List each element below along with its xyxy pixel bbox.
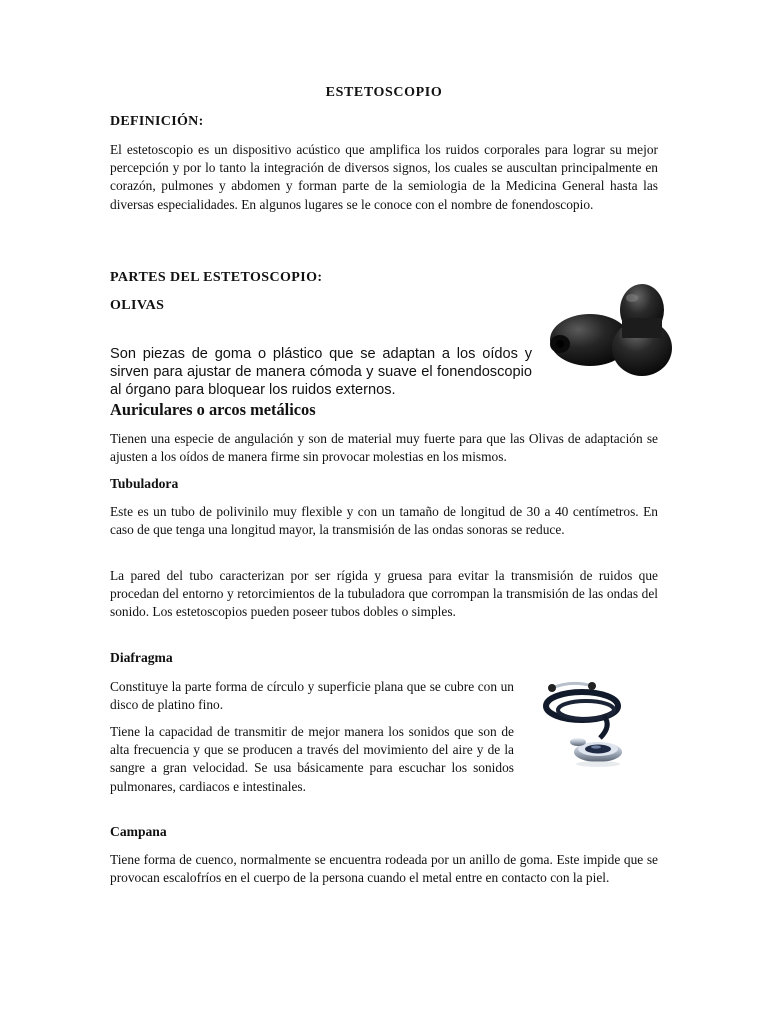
tubuladora-heading: Tubuladora [110,476,179,491]
tubuladora-paragraph-1: Este es un tubo de polivinilo muy flexible y con un tamaño de longitud de 30 a 40 centímetros. En caso de que tenga una longitud mayor, la transmisión de las ondas sonoras se reduce. [110,504,658,538]
definicion-paragraph: El estetoscopio es un dispositivo acústico que amplifica los ruidos corporales para lograr su mejor percepción y por lo tanto la integración de diversos signos, los cuales se auscultan principalmente en corazón, pulmones y abdomen y forman parte de la semiologia de la Medicina General hasta las diversas especialidades. En algunos lugares se le conoce con el nombre de fonendoscopio. [110,142,658,212]
auriculares-heading: Auriculares o arcos metálicos [110,400,316,419]
stethoscope-image [542,680,632,772]
partes-heading: PARTES DEL ESTETOSCOPIO: [110,270,323,285]
campana-heading: Campana [110,824,167,839]
tubuladora-paragraph-2: La pared del tubo caracterizan por ser rígida y gruesa para evitar la transmisión de ruidos que procedan del entorno y retorcimientos de la tubuladora que corrompan la transmisión de las ondas del sonido. Los estetoscopios pueden poseer tubos dobles o simples. [110,568,658,620]
diafragma-paragraph-1: Constituye la parte forma de círculo y superficie plana que se cubre con un disco de platino fino. [110,679,514,713]
diafragma-heading: Diafragma [110,650,173,665]
olivas-paragraph: Son piezas de goma o plástico que se adaptan a los oídos y sirven para ajustar de manera cómoda y suave el fonendoscopio al órgano para bloquear los ruidos externos. [110,345,532,398]
olivas-heading: OLIVAS [110,298,165,313]
document-title: ESTETOSCOPIO [325,85,443,100]
ear-tips-image [546,282,674,380]
diafragma-paragraph-2: Tiene la capacidad de transmitir de mejor manera los sonidos que son de alta frecuencia y que se producen a través del movimiento del aire y de la sangre a gran velocidad. Se usa básicamente para escuchar los sonidos pulmonares, cardiacos e intestinales. [110,724,514,794]
campana-paragraph: Tiene forma de cuenco, normalmente se encuentra rodeada por un anillo de goma. Este impide que se provocan escalofríos en el cuerpo de la persona cuando el metal entre en contacto con la piel. [110,852,658,886]
definicion-heading: DEFINICIÓN: [110,114,204,129]
auriculares-paragraph: Tienen una especie de angulación y son de material muy fuerte para que las Olivas de adaptación se ajusten a los oídos de manera firme sin provocar molestias en los mismos. [110,431,658,465]
